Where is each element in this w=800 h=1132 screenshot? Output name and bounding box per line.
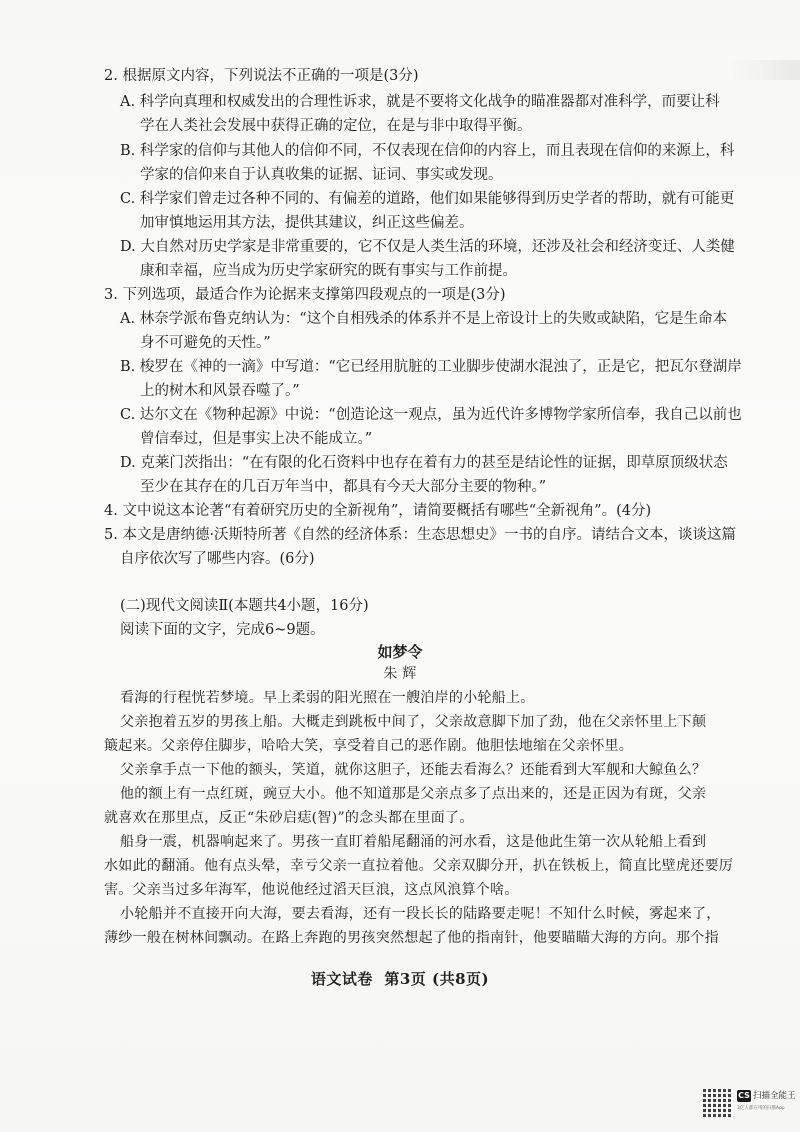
story-paragraph: 簸起来。父亲停住脚步，哈哈大笑，享受着自己的恶作剧。他胆怯地缩在父亲怀里。	[104, 738, 634, 754]
q3-option-b-line1: B. 梭罗在《神的一滴》中写道：“它已经用肮脏的工业脚步使湖水混浊了，正是它，把瓦尔登湖岸	[120, 359, 742, 375]
q4-stem: 4. 文中说这本论著“有着研究历史的全新视角”，请简要概括有哪些“全新视角”。(4分)	[104, 503, 652, 519]
q2-option-c-line2: 加审慎地运用其方法，提供其建议，纠正这些偏差。	[140, 215, 474, 231]
q2-option-b-line1: B. 科学家的信仰与其他人的信仰不同，不仅表现在信仰的内容上，而且表现在信仰的来源上，科	[120, 143, 735, 159]
section2-heading: (二)现代文阅读Ⅱ(本题共4小题，16分)	[120, 598, 369, 614]
story-paragraph: 害。父亲当过多年海军，他说他经过滔天巨浪，这点风浪算个啥。	[104, 882, 519, 898]
q3-option-b-line2: 上的树木和风景吞噬了。”	[140, 383, 300, 399]
q2-option-c-line1: C. 科学家们曾走过各种不同的、有偏差的道路，他们如果能够得到历史学者的帮助，就有可能更	[120, 191, 735, 207]
story-paragraph: 看海的行程恍若梦境。早上柔弱的阳光照在一艘泊岸的小轮船上。	[120, 690, 535, 706]
story-paragraph: 父亲拿手点一下他的额头，笑道，就你这胆子，还能去看海么？还能看到大军舰和大鲸鱼么？	[120, 762, 707, 778]
story-paragraph: 船身一震，机器响起来了。男孩一直盯着船尾翻涌的河水看，这是他此生第一次从轮船上看到	[120, 834, 707, 850]
q5-stem-line2: 自序依次写了哪些内容。(6分)	[120, 551, 315, 567]
story-paragraph: 就喜欢在那里点，反正“朱砂启痣(智)”的念头都在里面了。	[104, 810, 474, 826]
q5-stem-line1: 5. 本文是唐纳德·沃斯特所著《自然的经济体系：生态思想史》一书的自序。请结合文本，谈谈这篇	[104, 527, 737, 543]
page-footer: 语文试卷 第3页 (共8页)	[310, 970, 490, 988]
q2-option-b-line2: 学家的信仰来自于认真收集的证据、证词、事实或发现。	[140, 167, 503, 183]
q3-option-a-line1: A. 林奈学派布鲁克纳认为：“这个自相残杀的体系并不是上帝设计上的失败或缺陷，它是生命本	[120, 311, 728, 327]
qr-code-overlay	[703, 1089, 733, 1119]
story-title: 如梦令	[377, 643, 423, 661]
scanner-logo-icon: CS	[738, 1091, 750, 1100]
q3-option-c-line1: C. 达尔文在《物种起源》中说：“创造论这一观点，虽为近代许多博物学家所信奉，我自己以前也	[120, 407, 742, 423]
q2-option-d-line1: D. 大自然对历史学家是非常重要的，它不仅是人类生活的环境，还涉及社会和经济变迁、人类健	[120, 239, 735, 255]
story-paragraph: 水如此的翻涌。他有点头晕，幸亏父亲一直拉着他。父亲双脚分开，扒在铁板上，简直比壁虎还要厉	[104, 858, 734, 874]
section2-instruction: 阅读下面的文字，完成6~9题。	[120, 622, 325, 638]
q3-option-d-line2: 至少在其存在的几百万年当中，都具有今天大部分主要的物种。”	[140, 479, 547, 495]
story-paragraph: 薄纱一般在树林间飘动。在路上奔跑的男孩突然想起了他的指南针，他要瞄瞄大海的方向。那个指	[104, 930, 719, 946]
q3-option-c-line2: 曾信奉过，但是事实上决不能成立。”	[140, 431, 373, 447]
scanner-app-tagline: 3亿人都在用的扫描App	[737, 1106, 785, 1111]
story-paragraph: 小轮船并不直接开向大海，要去看海，还有一段长长的陆路要走呢！不知什么时候，雾起来了，	[120, 906, 721, 922]
q3-option-a-line2: 身不可避免的天性。”	[140, 335, 271, 351]
scanner-app-name: 扫描全能王	[753, 1091, 796, 1101]
q3-option-d-line1: D. 克莱门茨指出：“在有限的化石资料中也存在着有力的甚至是结论性的证据，即草原顶级状态	[120, 455, 728, 471]
story-paragraph: 他的额上有一点红斑，豌豆大小。他不知道那是父亲点多了点出来的，还是正因为有斑，父亲	[120, 786, 707, 802]
q3-stem: 3. 下列选项，最适合作为论据来支撑第四段观点的一项是(3分)	[104, 287, 506, 303]
q2-option-d-line2: 康和幸福，应当成为历史学家研究的既有事实与工作前提。	[140, 263, 517, 279]
story-paragraph: 父亲抱着五岁的男孩上船。大概走到跳板中间了，父亲故意脚下加了劲，他在父亲怀里上下颠	[120, 714, 707, 730]
scan-edge-shadow	[730, 60, 800, 80]
q2-option-a-line1: A. 科学向真理和权威发出的合理性诉求，就是不要将文化战争的瞄准器都对准科学，而要让科	[120, 94, 720, 110]
q2-option-a-line2: 学在人类社会发展中获得正确的定位，在是与非中取得平衡。	[140, 118, 532, 134]
story-author: 朱 辉	[383, 666, 417, 682]
q2-stem: 2. 根据原文内容，下列说法不正确的一项是(3分)	[104, 68, 419, 84]
